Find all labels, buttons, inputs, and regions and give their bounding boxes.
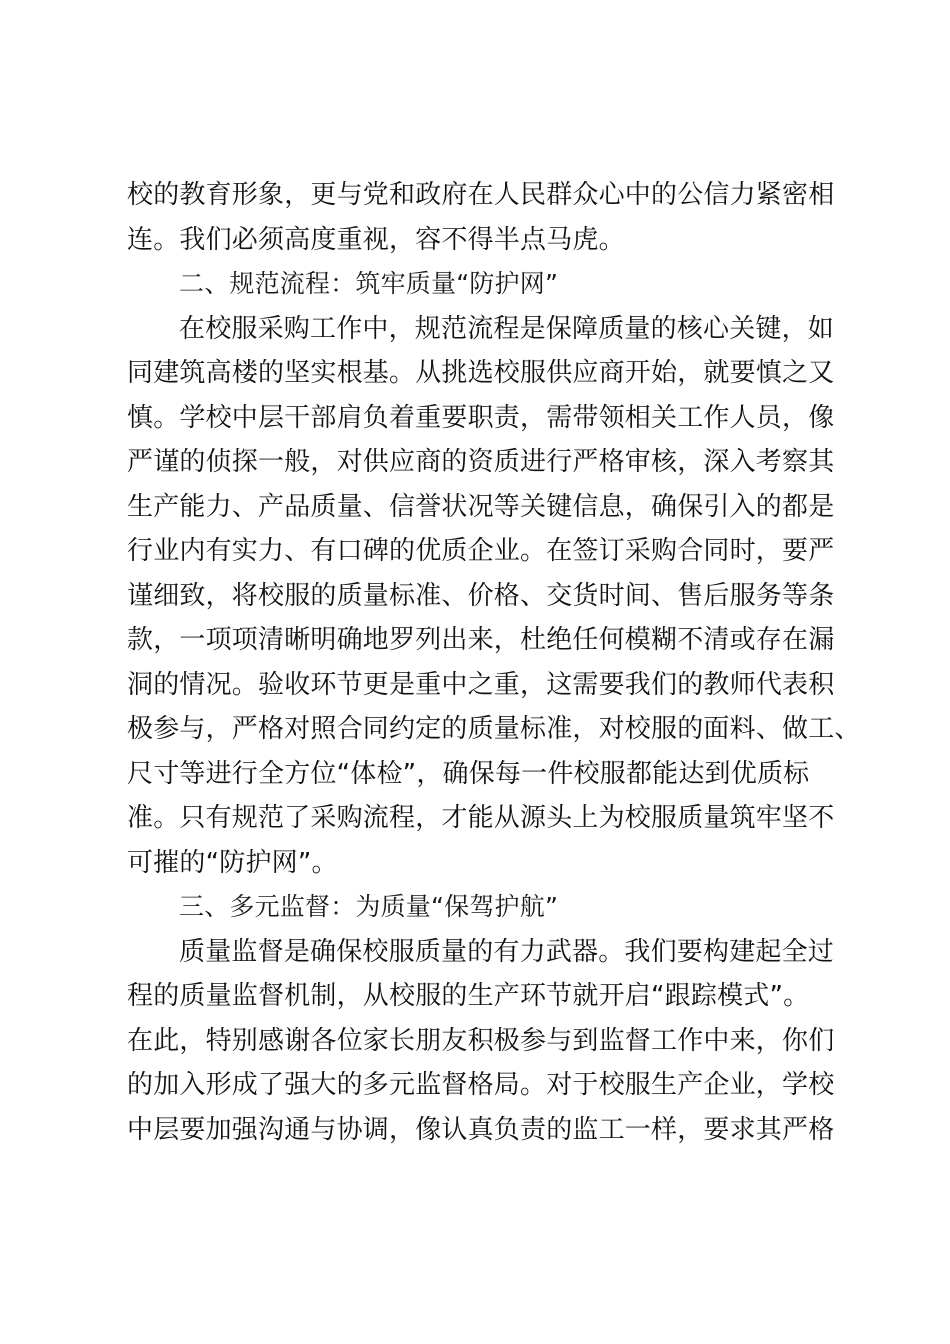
paragraph-line: 款，一项项清晰明确地罗列出来，杜绝任何模糊不清或存在漏: [127, 625, 835, 655]
paragraph-3: [127, 930, 835, 1153]
paragraph-line: 可摧的“防护网”。: [127, 847, 338, 878]
paragraph-line: 的加入形成了强大的多元监督格局。对于校服生产企业，学校: [127, 1070, 835, 1100]
paragraph-line: 连。我们必须高度重视，容不得半点马虎。: [127, 224, 625, 255]
paragraph-line: 程的质量监督机制，从校服的生产环节就开启“跟踪模式”。: [127, 981, 810, 1011]
paragraph-line: 中层要加强沟通与协调，像认真负责的监工一样，要求其严格: [127, 1114, 835, 1145]
paragraph-line: 生产能力、产品质量、信誉状况等关键信息，确保引入的都是: [127, 491, 835, 522]
paragraph-line: 同建筑高楼的坚实根基。从挑选校服供应商开始，就要慎之又: [127, 358, 835, 388]
paragraph-line: 在校服采购工作中，规范流程是保障质量的核心关键，如: [179, 313, 835, 344]
paragraph-line: 慎。学校中层干部肩负着重要职责，需带领相关工作人员，像: [127, 402, 835, 433]
paragraph-line: 谨细致，将校服的质量标准、价格、交货时间、售后服务等条: [127, 580, 835, 611]
document-body: [127, 173, 861, 1152]
section-heading-2: 二、规范流程：筑牢质量“防护网”: [179, 269, 559, 298]
paragraph-line: 行业内有实力、有口碑的优质企业。在签订采购合同时，要严: [127, 536, 835, 566]
paragraph-line: 准。只有规范了采购流程，才能从源头上为校服质量筑牢坚不: [127, 803, 835, 833]
paragraph-line: 严谨的侦探一般，对供应商的资质进行严格审核，深入考察其: [127, 447, 835, 477]
paragraph-line: 极参与，严格对照合同约定的质量标准，对校服的面料、做工、: [127, 714, 861, 744]
paragraph-line: 洞的情况。验收环节更是重中之重，这需要我们的教师代表积: [127, 669, 835, 700]
section-heading-3: 三、多元监督：为质量“保驾护航”: [179, 892, 559, 921]
paragraph-line: 在此，特别感谢各位家长朋友积极参与到监督工作中来，你们: [127, 1025, 835, 1056]
paragraph-1: [127, 173, 835, 262]
paragraph-line: 质量监督是确保校服质量的有力武器。我们要构建起全过: [179, 936, 835, 967]
paragraph-line: 校的教育形象，更与党和政府在人民群众心中的公信力紧密相: [127, 180, 835, 210]
paragraph-2: [127, 307, 861, 886]
paragraph-line: 尺寸等进行全方位“体检”，确保每一件校服都能达到优质标: [127, 758, 810, 789]
